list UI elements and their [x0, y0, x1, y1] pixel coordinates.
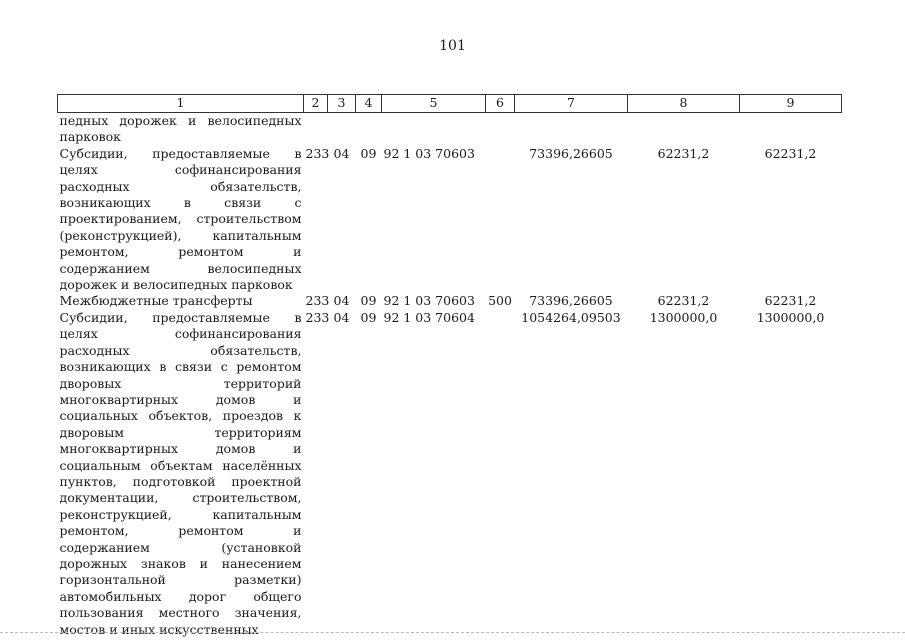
page-number: 101	[439, 38, 466, 54]
col-header-6: 6	[486, 95, 515, 113]
row-target-code: 92 1 03 70603	[383, 293, 475, 309]
row-section: 04	[333, 145, 350, 161]
row-amount-9: 62231,2	[764, 293, 817, 309]
row-amount-8	[628, 113, 740, 146]
col-header-2: 2	[304, 95, 328, 113]
row-amount-8: 1300000,0	[649, 309, 718, 325]
row-expense-type	[486, 310, 515, 638]
row-amount-8: 62231,2	[657, 293, 710, 309]
col-header-5: 5	[382, 95, 486, 113]
col-header-4: 4	[356, 95, 382, 113]
row-amount-7: 73396,26605	[529, 293, 613, 309]
row-subsection: 09	[360, 309, 377, 325]
row-subsection	[356, 113, 382, 146]
row-target-code: 92 1 03 70604	[383, 309, 475, 325]
col-header-1: 1	[58, 95, 304, 113]
row-subsection: 09	[360, 293, 377, 309]
row-expense-type: 500	[488, 293, 512, 309]
row-target-code	[382, 113, 486, 146]
col-header-9: 9	[740, 95, 842, 113]
row-amount-8: 62231,2	[657, 145, 710, 161]
row-amount-7	[515, 113, 628, 146]
table-row	[58, 310, 842, 638]
table-row	[58, 293, 842, 309]
row-code	[304, 113, 328, 146]
row-expense-type	[486, 113, 515, 146]
table-row	[58, 146, 842, 294]
row-expense-type	[486, 146, 515, 294]
row-name: Субсидии, предоставляемые в целях софинансирования расходных обязательств, возникающих в связи с проектированием, строительством (реконструкцией), капитальным ремонтом, ремонтом и содержанием велосипедных дорожек и велосипедных парковок	[59, 145, 302, 293]
row-code: 233	[305, 293, 330, 309]
row-code: 233	[305, 309, 330, 325]
row-name: Субсидии, предоставляемые в целях софинансирования расходных обязательств, возникающих в связи с ремонтом дворовых территорий многоквартирных домов и социальных объектов, проездов к дворовым территориям многоквартирных домов и социальным объектам населённых пунктов, подготовкой проектной документации, строительством, реконструкцией, капитальным ремонтом, ремонтом и содержанием (установкой дорожных знаков и нанесением горизонтальной разметки) автомобильных дорог общего пользования местного значения, мостов и иных искусственных	[59, 309, 302, 637]
page-bottom-edge	[0, 632, 905, 633]
header-row	[58, 95, 842, 113]
row-code: 233	[305, 145, 330, 161]
row-section	[328, 113, 356, 146]
col-header-8: 8	[628, 95, 740, 113]
row-amount-7: 73396,26605	[529, 145, 613, 161]
row-amount-9: 1300000,0	[756, 309, 825, 325]
row-name: Межбюджетные трансферты	[59, 293, 253, 309]
row-section: 04	[333, 309, 350, 325]
budget-table	[57, 94, 842, 638]
col-header-3: 3	[328, 95, 356, 113]
row-name: педных дорожек и велосипедных парковок	[59, 113, 302, 145]
row-amount-7: 1054264,09503	[521, 309, 621, 325]
row-subsection: 09	[360, 145, 377, 161]
row-amount-9: 62231,2	[764, 145, 817, 161]
row-section: 04	[333, 293, 350, 309]
col-header-7: 7	[515, 95, 628, 113]
table-row	[58, 113, 842, 146]
row-amount-9	[740, 113, 842, 146]
row-target-code: 92 1 03 70603	[383, 145, 475, 161]
